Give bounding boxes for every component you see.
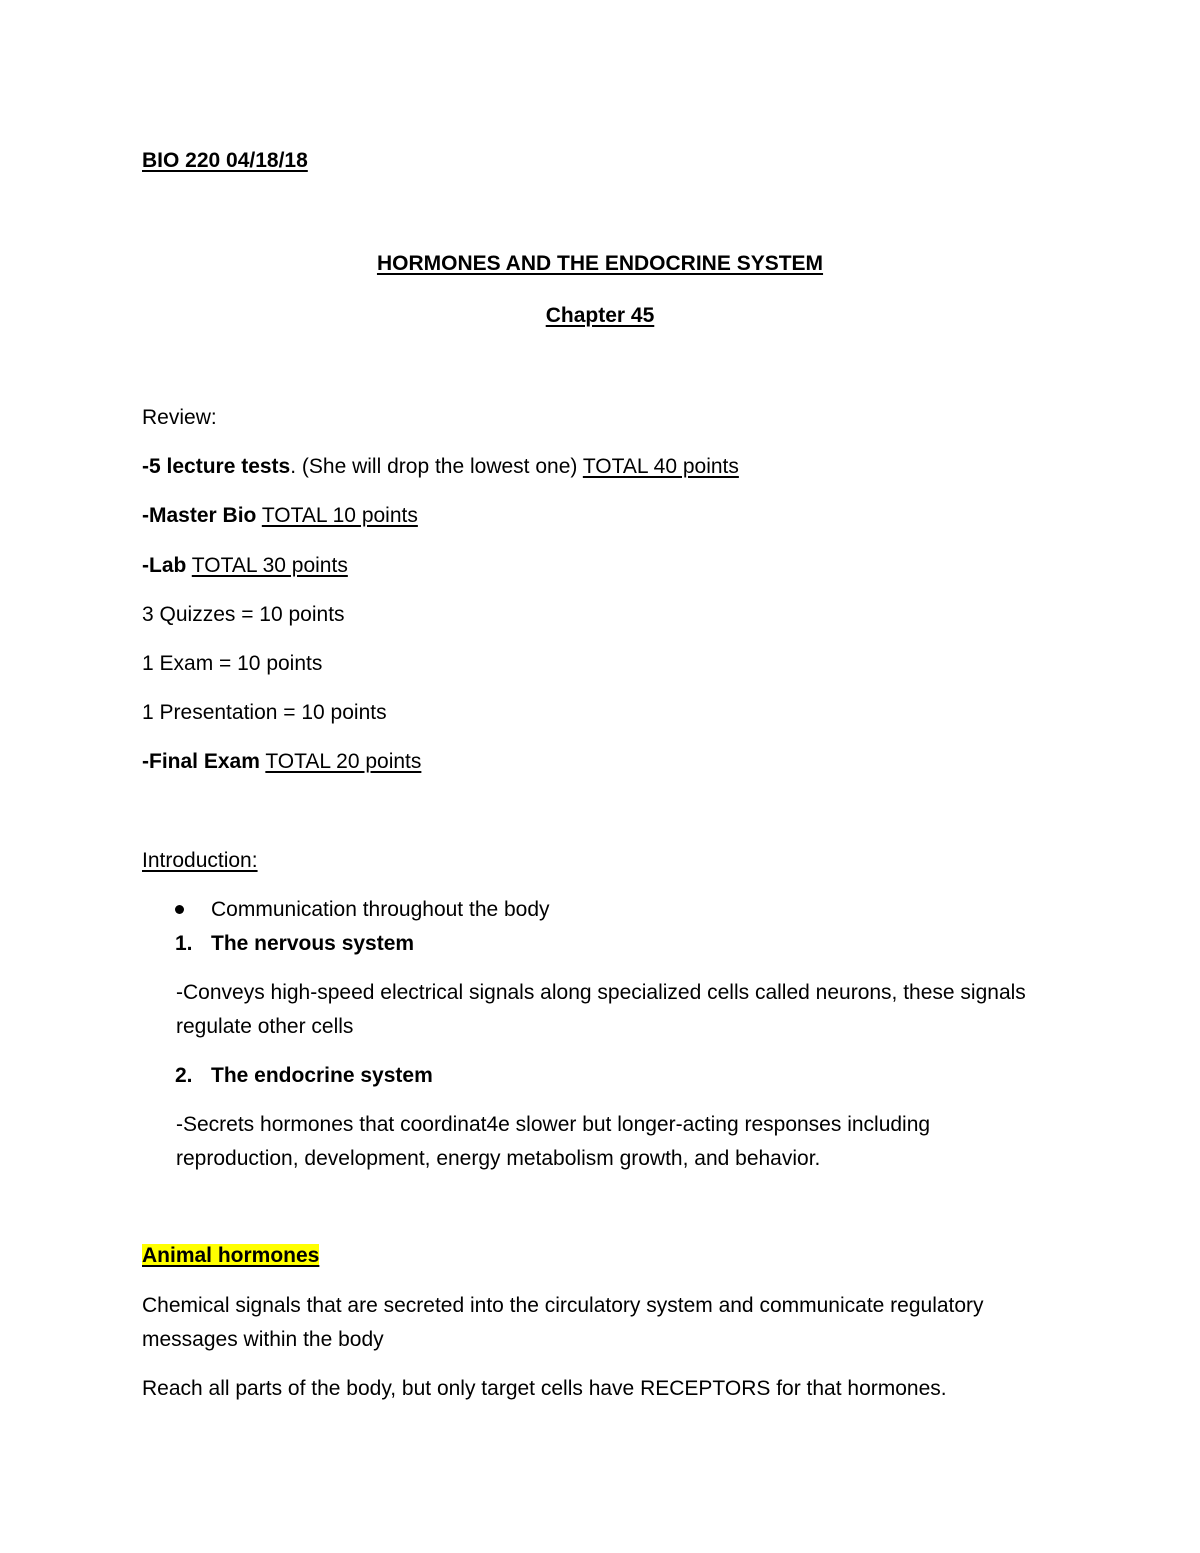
bullet-item-communication: Communication throughout the body bbox=[211, 898, 550, 921]
review-item-bold: -Lab bbox=[142, 554, 187, 577]
endocrine-system-description: -Secrets hormones that coordinat4e slower but longer-acting responses including reproduction, development, energy metabolism growth, and behavior. bbox=[176, 1113, 931, 1170]
nervous-system-description: -Conveys high-speed electrical signals along specialized cells called neurons, these signals regulate other cells bbox=[176, 981, 1026, 1038]
review-item-lab bbox=[142, 553, 348, 579]
review-item-final-exam bbox=[142, 749, 421, 775]
chapter-heading: Chapter 45 bbox=[545, 304, 655, 327]
review-item-presentation: 1 Presentation = 10 points bbox=[142, 701, 387, 724]
list-number-1: 1. bbox=[175, 932, 193, 955]
review-item-master-bio bbox=[142, 503, 418, 529]
endocrine-system-title: The endocrine system bbox=[211, 1064, 433, 1087]
introduction-heading: Introduction: bbox=[142, 849, 258, 872]
highlighted-heading: Animal hormones bbox=[142, 1244, 320, 1267]
bullet-icon bbox=[175, 905, 184, 914]
review-item-bold: -Master Bio bbox=[142, 504, 257, 527]
review-item-quizzes: 3 Quizzes = 10 points bbox=[142, 603, 345, 626]
review-item-total: TOTAL 20 points bbox=[265, 750, 422, 773]
review-label: Review: bbox=[142, 406, 217, 429]
review-item-total: TOTAL 10 points bbox=[261, 504, 418, 527]
course-header: BIO 220 04/18/18 bbox=[142, 149, 308, 172]
review-item-exam: 1 Exam = 10 points bbox=[142, 652, 323, 675]
review-item-total: TOTAL 30 points bbox=[191, 554, 348, 577]
list-number-2: 2. bbox=[175, 1064, 193, 1087]
review-item-text: . (She will drop the lowest one) bbox=[290, 455, 583, 478]
review-item-lecture-tests bbox=[142, 454, 739, 480]
review-item-total: TOTAL 40 points bbox=[582, 455, 739, 478]
animal-hormones-heading bbox=[142, 1243, 319, 1269]
review-item-bold: -Final Exam bbox=[142, 750, 260, 773]
animal-hormones-definition: Chemical signals that are secreted into the circulatory system and communicate regulatory messages within the body bbox=[142, 1294, 984, 1351]
animal-hormones-receptors: Reach all parts of the body, but only target cells have RECEPTORS for that hormones. bbox=[142, 1377, 947, 1400]
nervous-system-title: The nervous system bbox=[211, 932, 415, 955]
document-title: HORMONES AND THE ENDOCRINE SYSTEM bbox=[376, 252, 824, 275]
review-item-bold: -5 lecture tests bbox=[142, 455, 291, 478]
